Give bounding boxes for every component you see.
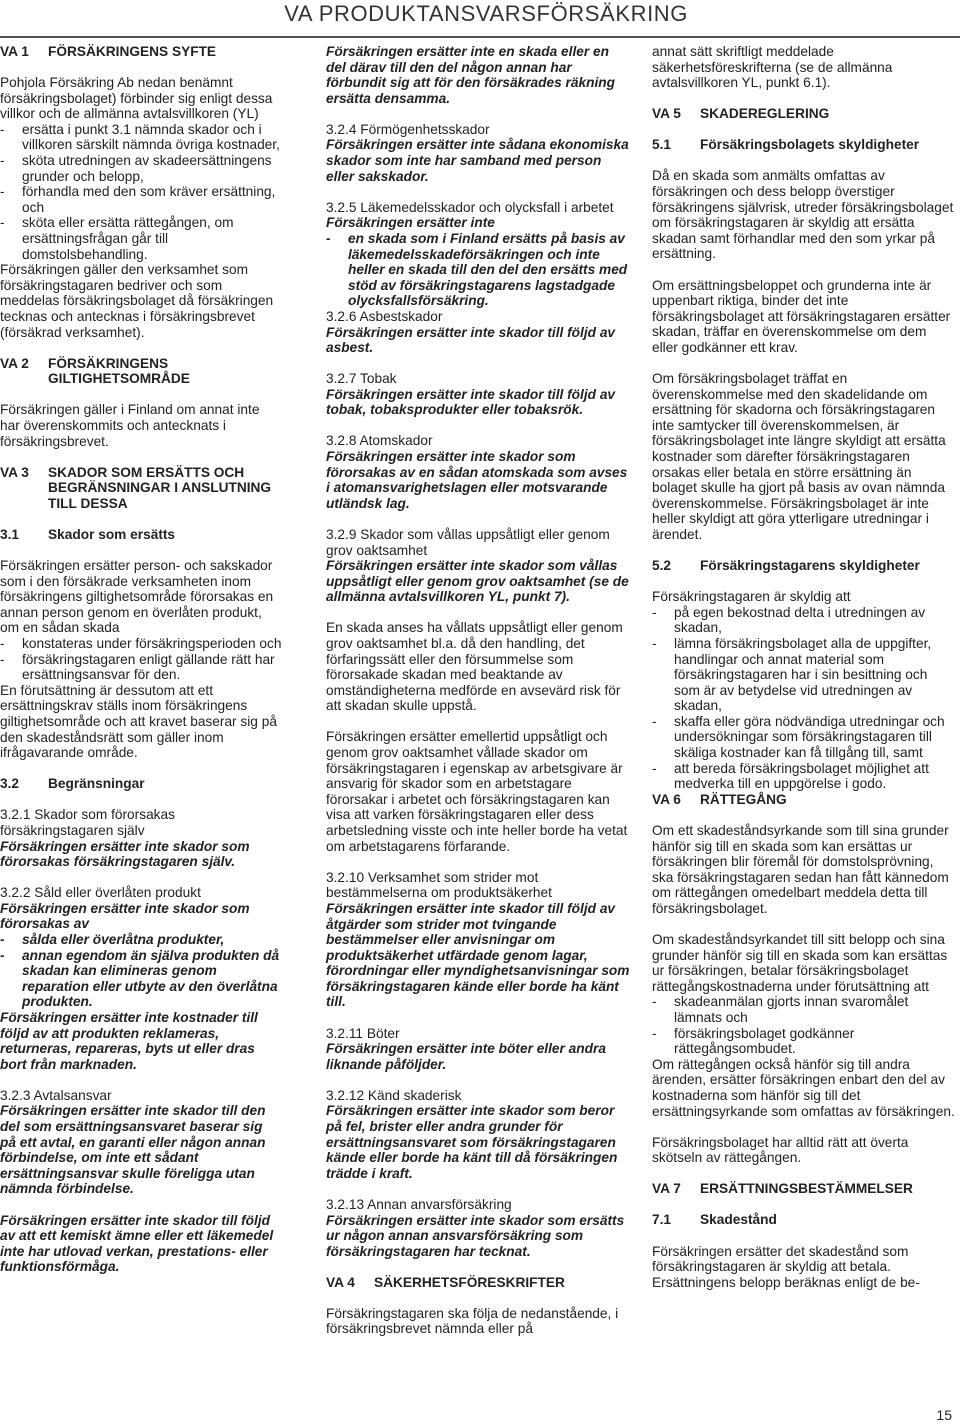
section-heading-va1: VA 1 FÖRSÄKRINGENS SYFTE [0, 44, 217, 59]
paragraph: Pohjola Försäkring Ab nedan benämnt försäkringsbolaget) förbinder sig enligt dessa villkor och de allmänna avtalsvillkoren (YL) [0, 75, 273, 122]
exclusion-text: Försäkringen ersätter inte skador som förorsakas försäkringstagaren själv. [0, 838, 250, 870]
section-heading-5-1: 5.1 Försäkringsbolagets skyldigheter [652, 137, 920, 153]
paragraph: En förutsättning är dessutom att ett ersättningskrav ställs inom försäkringens giltighetsområde och att kravet baserar sig på den skadeståndsrätt som gäller inom ifrågavarande område. [0, 682, 277, 761]
column-left [0, 44, 282, 1290]
paragraph: Försäkringstagaren ska följa de nedanstående, i försäkringsbrevet nämnda eller på [326, 1305, 619, 1337]
s31-list [0, 636, 282, 683]
exclusion-text: Försäkringen ersätter inte skador som vållas uppsåtligt eller genom grov oaktsamhet (se de allmänna avtalsvillkoren YL, punkt 7). [326, 558, 629, 605]
subheading: 3.2.10 Verksamhet som strider mot bestämmelserna om produktsäkerhet [326, 869, 552, 901]
list-item: - skadeanmälan gjorts innan svaromålet lämnats och [652, 994, 956, 1025]
paragraph: Försäkringen gäller i Finland om annat inte har överenskommits och antecknats i försäkringsbrevet. [0, 402, 260, 449]
section-heading-3-1: 3.1 Skador som ersätts [0, 526, 176, 542]
subheading: 3.2.6 Asbestskador [326, 308, 443, 324]
paragraph: Om skadeståndsyrkandet till sitt belopp och sina grunder hänför sig till en skada som kan ersättas ur försäkringen, betalar försäkringsbolaget rättegångskostnaderna under förutsättning att [652, 932, 948, 994]
subheading: 3.2.9 Skador som vållas uppsåtligt eller genom grov oaktsamhet [326, 526, 610, 558]
subheading: 3.2.2 Såld eller överlåten produkt [0, 885, 201, 901]
va1-list [0, 122, 282, 262]
section-heading-va7: VA 7 ERSÄTTNINGSBESTÄMMELSER [652, 1181, 913, 1197]
section-heading-va4: VA 4 SÄKERHETSFÖRESKRIFTER [326, 1274, 565, 1290]
subheading: 3.2.12 Känd skaderisk [326, 1087, 462, 1103]
section-heading-5-2: 5.2 Försäkringstagarens skyldigheter [652, 558, 920, 574]
subheading: 3.2.13 Annan anvarsförsäkring [326, 1196, 512, 1212]
subheading: 3.2.5 Läkemedelsskador och olycksfall i arbetet [326, 199, 614, 215]
paragraph: Försäkringen ersätter det skadestånd som försäkringstagaren är skyldig att betala. Ersättningens belopp beräknas enligt de be- [652, 1243, 920, 1290]
exclusion-text: Försäkringen ersätter inte kostnader till följd av att produkten reklameras, returneras, repareras, byts ut eller dras bort från marknaden. [0, 1009, 258, 1072]
s52-list [652, 605, 956, 792]
section-heading-va2: VA 2 FÖRSÄKRINGENS GILTIGHETSOMRÅDE [0, 355, 190, 387]
section-heading-va3: VA 3 SKADOR SOM ERSÄTTS OCH BEGRÄNSNINGAR I ANSLUTNING TILL DESSA [0, 464, 272, 511]
list-item: - att bereda försäkringsbolaget möjlighet att medverka till en uppgörelse i godo. [652, 761, 956, 792]
paragraph: Om ersättningsbeloppet och grunderna inte är uppenbart riktiga, binder det inte försäkringsbolaget att försäkringstagaren ersätter skadan, träffar en överenskommelse om dem eller godkänner ett krav. [652, 277, 951, 355]
list-item: - en skada som i Finland ersätts på basis av läkemedelsskadeförsäkringen och inte heller en skada till den del den ersätts med stöd av försäkringstagarens lagstadgade olycksfallsförsäkring. [326, 231, 632, 309]
paragraph: Försäkringen ersätter person- och sakskador som i den försäkrade verksamheten inom försäkringens giltighetsområde förorsakas en annan person genom en överlåten produkt, om en sådan skada [0, 558, 274, 636]
exclusion-text: Försäkringen ersätter inte skador till följd av åtgärder som strider mot tvingande bestämmelser eller anvisningar om produktsäkerhet utfärdade genom lagar, förordningar eller myndighetsanvisningar som försäkringstagaren kände eller borde ha känt till. [326, 900, 630, 1010]
exclusion-text: Försäkringen ersätter inte skador som förorsakas av [0, 900, 250, 932]
section-heading-3-2: 3.2 Begränsningar [0, 776, 145, 792]
list-item: - annan egendom än själva produkten då skadan kan elimineras genom reparation eller utbyte av den överlåtna produkten. [0, 948, 282, 1010]
va6-list [652, 994, 956, 1056]
section-heading-7-1: 7.1 Skadestånd [652, 1212, 777, 1228]
list-item: - på egen bekostnad delta i utredningen av skadan, [652, 605, 956, 636]
header-rule [0, 36, 960, 38]
s325-list [326, 231, 632, 309]
list-item: - försäkringstagaren enligt gällande rätt har ersättningsansvar för den. [0, 652, 282, 683]
list-item: - skaffa eller göra nödvändiga utredningar och undersökningar som försäkringstagaren till skäliga kostnader kan få tillgång till, samt [652, 714, 956, 761]
exclusion-text: Försäkringen ersätter inte skador som ersätts ur någon annan ansvarsförsäkring som försäkringstagaren har tecknat. [326, 1212, 625, 1259]
exclusion-text: Försäkringen ersätter inte skador som beror på fel, brister eller andra grunder för ersättningsansvaret som försäkringstagaren kände eller borde ha känt till då försäkringen trädde i kraft. [326, 1103, 618, 1181]
section-heading-va6: VA 6 RÄTTEGÅNG [652, 791, 787, 807]
exclusion-text: Försäkringen ersätter inte skador till följd av asbest. [326, 324, 616, 356]
exclusion-text: Försäkringen ersätter inte skador till följd av att ett kemiskt ämne eller ett läkemedel inte har utlovad verkan, prestations- eller funktionsförmåga. [0, 1212, 274, 1275]
paragraph: Om rättegången också hänför sig till andra ärenden, ersätter försäkringen enbart den del av kostnaderna som hänför sig till det ersättningsyrkande som omfattas av försäkringen. [652, 1056, 955, 1119]
page-number: 15 [936, 1407, 952, 1423]
subheading: 3.2.3 Avtalsansvar [0, 1087, 112, 1103]
paragraph: Försäkringstagaren är skyldig att [652, 589, 851, 605]
list-item: - konstateras under försäkringsperioden och [0, 636, 282, 652]
subheading: 3.2.11 Böter [326, 1025, 400, 1041]
exclusion-text: Försäkringen ersätter inte [326, 215, 495, 231]
section-heading-va5: VA 5 SKADEREGLERING [652, 106, 830, 122]
paragraph: Försäkringen ersätter emellertid uppsåtligt och genom grov oaktsamhet vållade skador om försäkringstagaren i egenskap av arbetsgivare är ansvarig för skador som en arbetstagare förorsakar i arbetet och försäkringstagaren kan visa att varken försäkringstagaren eller dess arbetsledning visste och inte heller borde ha vetat om arbetstagarens förfarande. [326, 729, 628, 854]
list-item: - förhandla med den som kräver ersättning, och [0, 184, 282, 215]
paragraph: Försäkringsbolaget har alltid rätt att överta skötseln av rättegången. [652, 1134, 909, 1166]
paragraph: Då en skada som anmälts omfattas av försäkringen och dess belopp överstiger försäkringens självrisk, utreder försäkringsbolaget om försäkringstagaren är skyldig att ersätta skadan samt förhandlar med den som yrkar på ersättning. [652, 168, 954, 262]
exclusion-text: Försäkringen ersätter inte skador till den del som ersättningsansvaret baserar sig på ett avtal, en garanti eller någon annan förbindelse, om inte ett sådant ersättningsansvar skulle föreligga utan nämnda förbindelse. [0, 1103, 266, 1197]
page-title: VA PRODUKTANSVARSFÖRSÄKRING [284, 1, 688, 26]
subheading: 3.2.4 Förmögenhetsskador [326, 121, 490, 137]
paragraph: annat sätt skriftligt meddelade säkerhetsföreskrifterna (se de allmänna avtalsvillkoren YL, punkt 6.1). [652, 44, 893, 91]
list-item: - sålda eller överlåtna produkter, [0, 932, 282, 948]
subheading: 3.2.7 Tobak [326, 371, 397, 387]
subheading: 3.2.1 Skador som förorsakas försäkringstagaren själv [0, 807, 175, 838]
list-item: - sköta eller ersätta rättegången, om ersättningsfrågan går till domstolsbehandling. [0, 215, 282, 262]
list-item: - sköta utredningen av skadeersättningens grunder och belopp, [0, 153, 282, 184]
paragraph: Om försäkringsbolaget träffat en överenskommelse med den skadelidande om ersättning för skadorna och försäkringstagaren inte samtycker till överenskommelsen, är försäkringsbolaget inte längre skyldigt att ersätta kostnader som därefter försäkringstagaren orsakas eller betala en större ersättning än bolaget skulle ha gjort på basis av ovan nämnda överenskommelse. Försäkringsbolaget är inte heller skyldigt att göra ytterligare utredningar i ärendet. [652, 371, 946, 542]
column-right [652, 44, 956, 1306]
list-item: - försäkringsbolaget godkänner rättegångsombudet. [652, 1026, 956, 1057]
s322-list [0, 932, 282, 1010]
paragraph: Försäkringen gäller den verksamhet som försäkringstagaren bedriver och som meddelas försäkringsbolaget då försäkringen tecknas och antecknas i försäkringsbrevet (försäkrad verksamhet). [0, 262, 274, 340]
paragraph: Om ett skadeståndsyrkande som till sina grunder hänför sig till en skada som kan ersättas ur försäkringen blir föremål för domstolsprövning, ska försäkringstagaren sedan han fått kännedom om rättegången omedelbart meddela detta till försäkringsbolaget. [652, 822, 949, 916]
list-item: - ersätta i punkt 3.1 nämnda skador och i villkoren särskilt nämnda övriga kostnader, [0, 122, 282, 153]
column-middle [326, 44, 632, 1353]
subheading: 3.2.8 Atomskador [326, 433, 433, 449]
exclusion-text: Försäkringen ersätter inte sådana ekonomiska skador som inte har samband med person eller sakskador. [326, 137, 629, 184]
exclusion-text: Försäkringen ersätter inte skador till följd av tobak, tobaksprodukter eller tobaksrök. [326, 386, 616, 418]
exclusion-text: Försäkringen ersätter inte skador som förorsakas av en sådan atomskada som avses i atomansvarighetslagen eller motsvarande utländsk lag. [326, 449, 628, 511]
exclusion-text: Försäkringen ersätter inte böter eller andra liknande påföljder. [326, 1041, 606, 1072]
exclusion-text: Försäkringen ersätter inte en skada eller en del därav till den del någon annan har förbundit sig att för den försäkrades räkning ersätta densamma. [326, 44, 615, 106]
list-item: - lämna försäkringsbolaget alla de uppgifter, handlingar och annat material som försäkringstagaren har i sin besittning och som är av betydelse vid utredningen av skadan, [652, 636, 956, 714]
paragraph: En skada anses ha vållats uppsåtligt eller genom grov oaktsamhet bl.a. då den handling, det förfaringssätt eller den försummelse som förorsakade skadan med beaktande av omständigheterna medförde en avsevärd risk för att skadan skulle uppstå. [326, 620, 623, 714]
